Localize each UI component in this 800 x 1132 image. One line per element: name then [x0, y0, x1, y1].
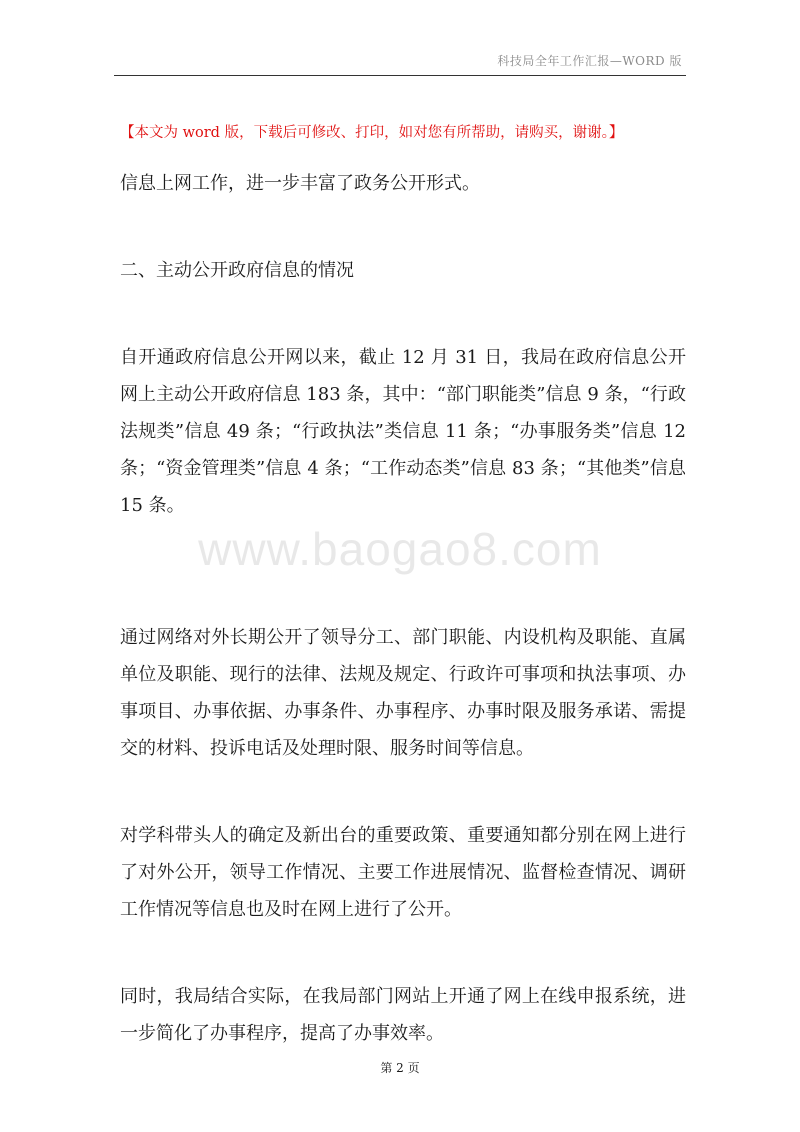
paragraph-5: 同时，我局结合实际，在我局部门网站上开通了网上在线申报系统，进一步简化了办事程序，提高了办事效率。 — [120, 986, 686, 1044]
paragraph-1: 信息上网工作，进一步丰富了政务公开形式。 — [120, 173, 480, 194]
paragraph-4: 对学科带头人的确定及新出台的重要政策、重要通知都分别在网上进行了对外公开，领导工作情况、主要工作进展情况、监督检查情况、调研工作情况等信息也及时在网上进行了公开。 — [120, 825, 686, 920]
paragraph-2: 自开通政府信息公开网以来，截止 12 月 31 日，我局在政府信息公开网上主动公开政府信息 183 条，其中：“部门职能类”信息 9 条，“行政法规类”信息 49 条；“行政执法”类信息 11 条；“办事服务类”信息 12 条；“资金管理类”信息 4 条；“工作动态类”信息 83 条；“其他类”信息 15 条。 — [120, 347, 686, 516]
section-heading: 二、主动公开政府信息的情况 — [120, 260, 354, 281]
paragraph-3: 通过网络对外长期公开了领导分工、部门职能、内设机构及职能、直属单位及职能、现行的法律、法规及规定、行政许可事项和执法事项、办事项目、办事依据、办事条件、办事程序、办事时限及服务承诺、需提交的材料、投诉电话及处理时限、服务时间等信息。 — [120, 627, 686, 759]
download-notice: 【本文为 word 版，下载后可修改、打印，如对您有所帮助，请购买，谢谢。】 — [120, 125, 624, 141]
document-body — [120, 165, 686, 1102]
page-number: 第 2 页 — [380, 1061, 420, 1075]
page-header-title: 科技局全年工作汇报—WORD 版 — [497, 54, 682, 68]
header-divider — [114, 75, 686, 76]
watermark: www.baogao8.com — [198, 523, 602, 575]
